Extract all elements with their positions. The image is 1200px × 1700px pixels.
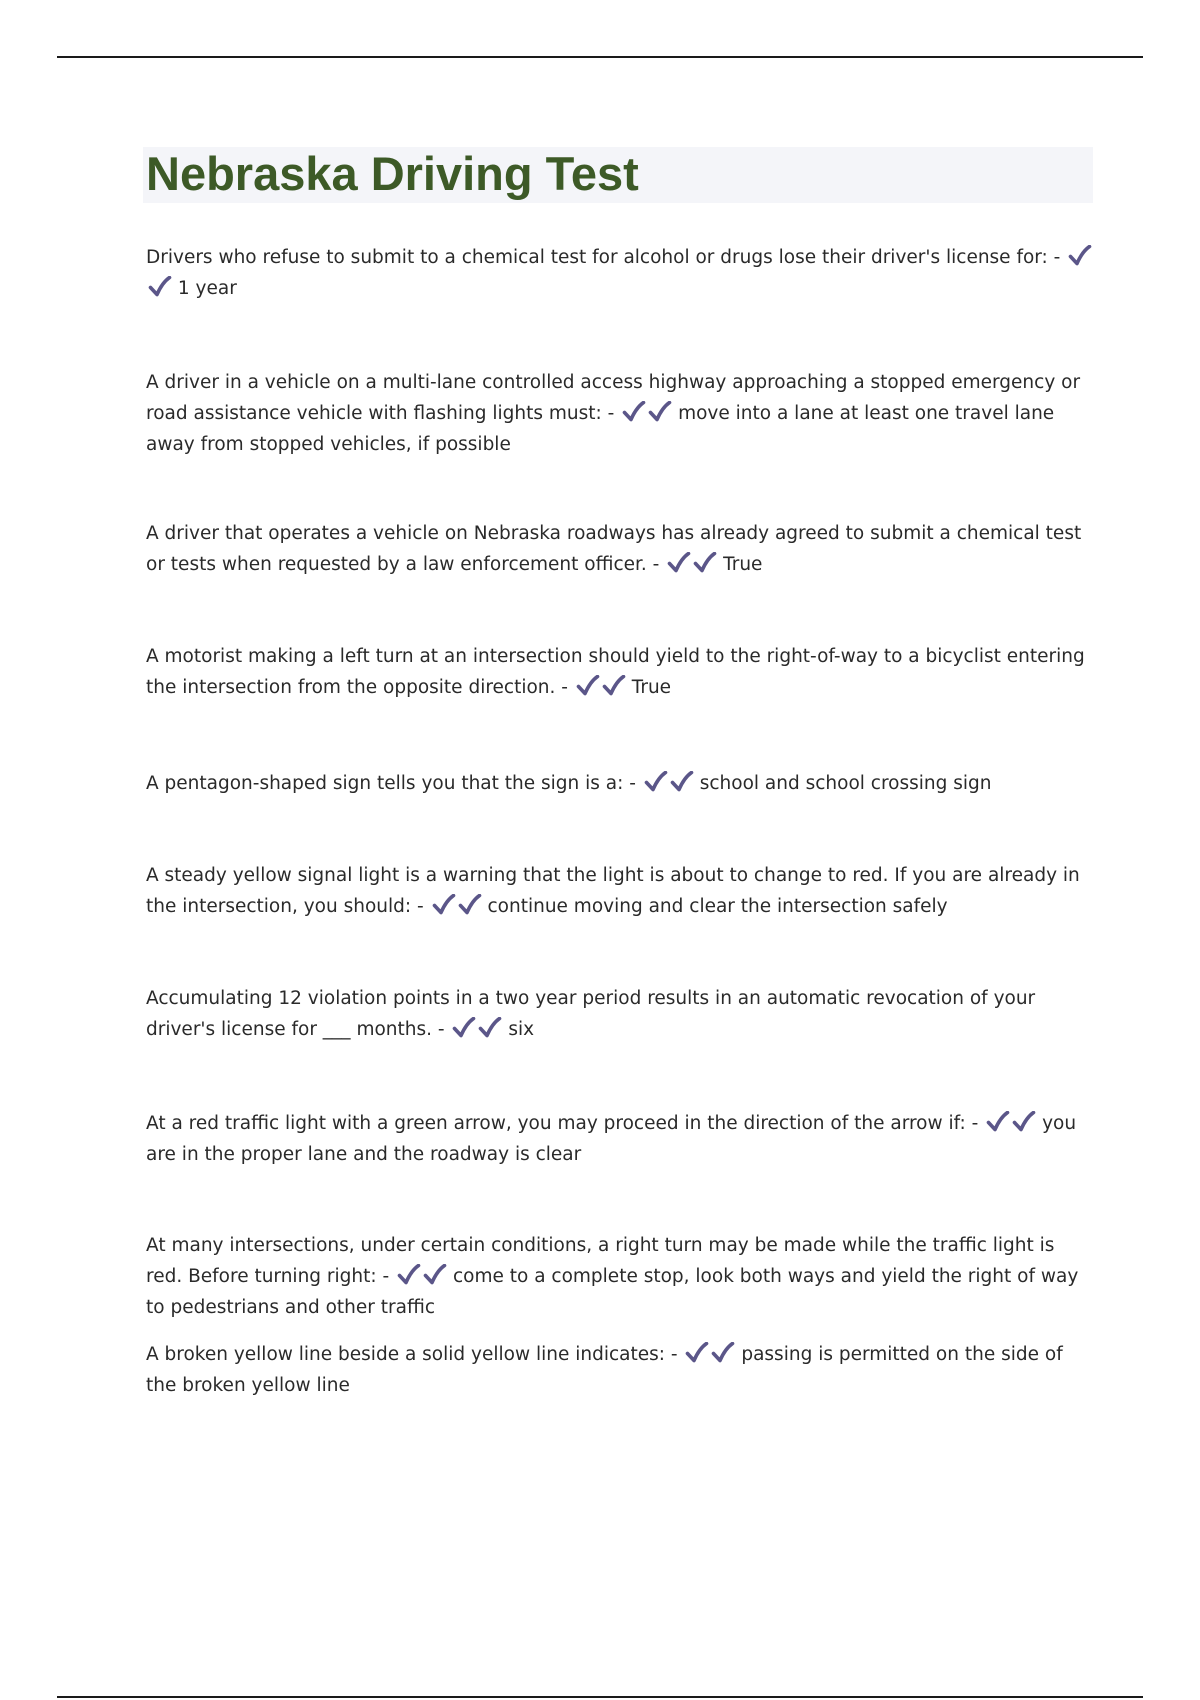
check-mark-icon	[148, 276, 172, 298]
question-text: A motorist making a left turn at an intersection should yield to the right-of-way to a bicyclist entering the intersection from the opposite direction. -	[146, 646, 1085, 698]
page-title: Nebraska Driving Test	[146, 147, 639, 200]
answer-text: six	[508, 1019, 535, 1040]
check-mark-icon	[1012, 1111, 1036, 1133]
answer-text: come to a complete stop, look both ways and yield the right of way to pedestrians and other traffic	[146, 1266, 1079, 1318]
check-mark-icon	[648, 401, 672, 423]
answer-text: passing is permitted on the side of the broken yellow line	[146, 1344, 1063, 1396]
question-text: Drivers who refuse to submit to a chemical test for alcohol or drugs lose their driver's license for: -	[146, 247, 1061, 268]
top-rule	[57, 56, 1143, 58]
qa-item	[146, 518, 1096, 580]
question-text: A pentagon-shaped sign tells you that the sign is a: -	[146, 773, 636, 794]
check-mark-icon	[576, 675, 600, 697]
check-mark-icon	[478, 1017, 502, 1039]
qa-item	[146, 641, 1096, 703]
qa-item	[146, 1108, 1096, 1170]
check-mark-icon	[423, 1264, 447, 1286]
check-mark-icon	[644, 771, 668, 793]
check-mark-icon	[1068, 245, 1092, 267]
qa-item	[146, 860, 1096, 922]
check-mark-icon	[986, 1111, 1010, 1133]
answer-text: you are in the proper lane and the roadway is clear	[146, 1113, 1077, 1165]
check-mark-icon	[711, 1342, 735, 1364]
question-text: A broken yellow line beside a solid yellow line indicates: -	[146, 1344, 678, 1365]
check-mark-icon	[622, 401, 646, 423]
qa-item	[146, 1230, 1096, 1323]
qa-item	[146, 1339, 1096, 1401]
qa-item	[146, 768, 1096, 799]
check-mark-icon	[602, 675, 626, 697]
check-mark-icon	[458, 894, 482, 916]
bottom-rule	[57, 1696, 1143, 1698]
answer-text: 1 year	[177, 278, 237, 299]
answer-text: school and school crossing sign	[699, 773, 992, 794]
question-text: A steady yellow signal light is a warning that the light is about to change to red. If you are already in the intersection, you should: -	[146, 865, 1080, 917]
question-text: At many intersections, under certain conditions, a right turn may be made while the traffic light is red. Before turning right: -	[146, 1235, 1055, 1287]
question-text: At a red traffic light with a green arrow, you may proceed in the direction of the arrow if: -	[146, 1113, 979, 1134]
answer-text: continue moving and clear the intersection safely	[487, 896, 948, 917]
qa-item	[146, 242, 1096, 304]
answer-text: move into a lane at least one travel lane away from stopped vehicles, if possible	[146, 403, 1055, 455]
check-mark-icon	[670, 771, 694, 793]
answer-text: True	[631, 677, 672, 698]
check-mark-icon	[432, 894, 456, 916]
check-mark-icon	[693, 552, 717, 574]
answer-text: True	[723, 554, 763, 575]
question-text: Accumulating 12 violation points in a two year period results in an automatic revocation of your driver's license for ___ months. -	[146, 988, 1036, 1040]
question-text: A driver that operates a vehicle on Nebraska roadways has already agreed to submit a chemical test or tests when requested by a law enforcement officer. -	[146, 523, 1082, 575]
check-mark-icon	[452, 1017, 476, 1039]
check-mark-icon	[397, 1264, 421, 1286]
qa-item	[146, 367, 1096, 460]
check-mark-icon	[685, 1342, 709, 1364]
check-mark-icon	[667, 552, 691, 574]
qa-item	[146, 983, 1096, 1045]
question-text: A driver in a vehicle on a multi-lane controlled access highway approaching a stopped emergency or road assistance vehicle with flashing lights must: -	[146, 372, 1081, 424]
